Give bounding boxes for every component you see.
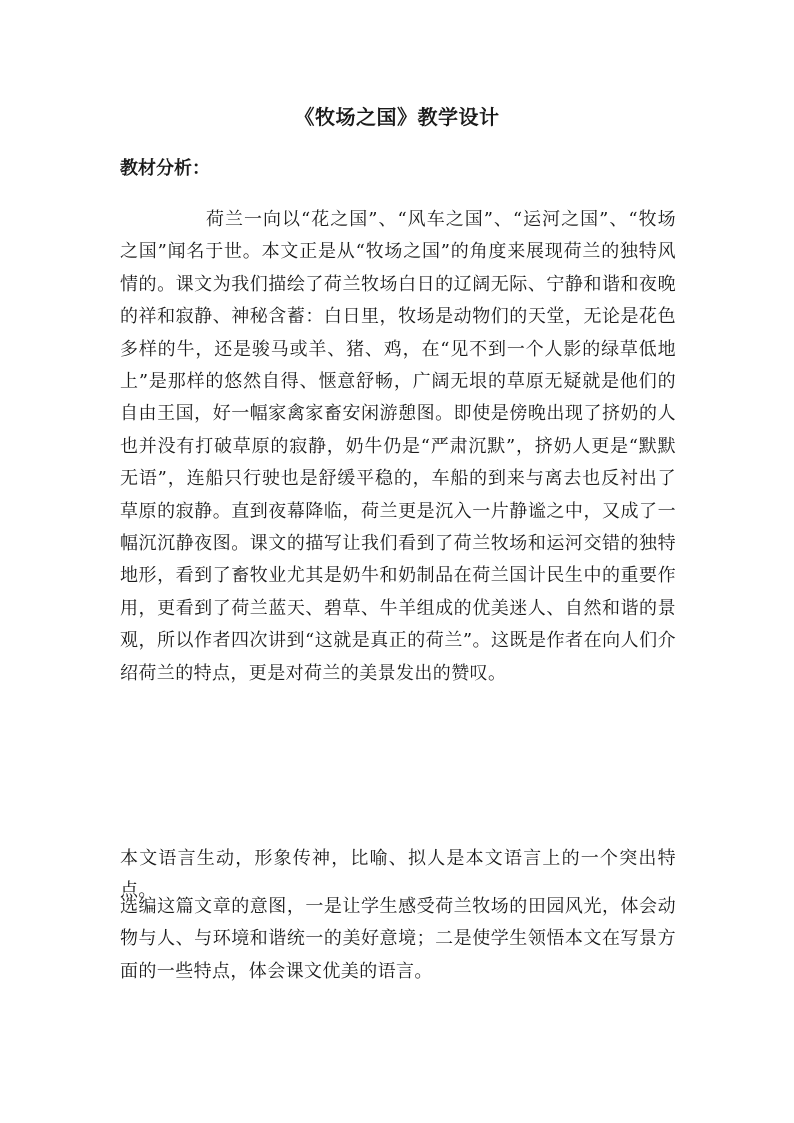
- document-title: 《牧场之国》教学设计: [294, 105, 500, 129]
- language-paragraph: 本文语言生动，形象传神，比喻、拟人是本文语言上的一个突出特点。: [120, 848, 676, 902]
- intent-paragraph: 选编这篇文章的意图，一是让学生感受荷兰牧场的田园风光，体会动物与人、与环境和谐统一的美好意境；二是使学生领悟本文在写景方面的一些特点，体会课文优美的语言。: [120, 896, 676, 982]
- analysis-paragraph: 荷兰一向以“花之国”、“风车之国”、“运河之国”、“牧场之国”闻名于世。本文正是从“牧场之国”的角度来展现荷兰的独特风情的。课文为我们描绘了荷兰牧场白日的辽阔无际、宁静和谐和夜晚的祥和寂静、神秘含蓄：白日里，牧场是动物们的天堂，无论是花色多样的牛，还是骏马或羊、猪、鸡，在“见不到一个人影的绿草低地上”是那样的悠然自得、惬意舒畅，广阔无垠的草原无疑就是他们的自由王国，好一幅家禽家畜安闲游憩图。即使是傍晚出现了挤奶的人也并没有打破草原的寂静，奶牛仍是“严肃沉默”，挤奶人更是“默默无语”，连船只行驶也是舒缓平稳的，车船的到来与离去也反衬出了草原的寂静。直到夜幕降临，荷兰更是沉入一片静谧之中，又成了一幅沉沉静夜图。课文的描写让我们看到了荷兰牧场和运河交错的独特地形，看到了畜牧业尤其是奶牛和奶制品在荷兰国计民生中的重要作用，更看到了荷兰蓝天、碧草、牛羊组成的优美迷人、自然和谐的景观，所以作者四次讲到“这就是真正的荷兰”。这既是作者在向人们介绍荷兰的特点，更是对荷兰的美景发出的赞叹。: [120, 209, 676, 684]
- section-heading: 教材分析：: [120, 158, 210, 179]
